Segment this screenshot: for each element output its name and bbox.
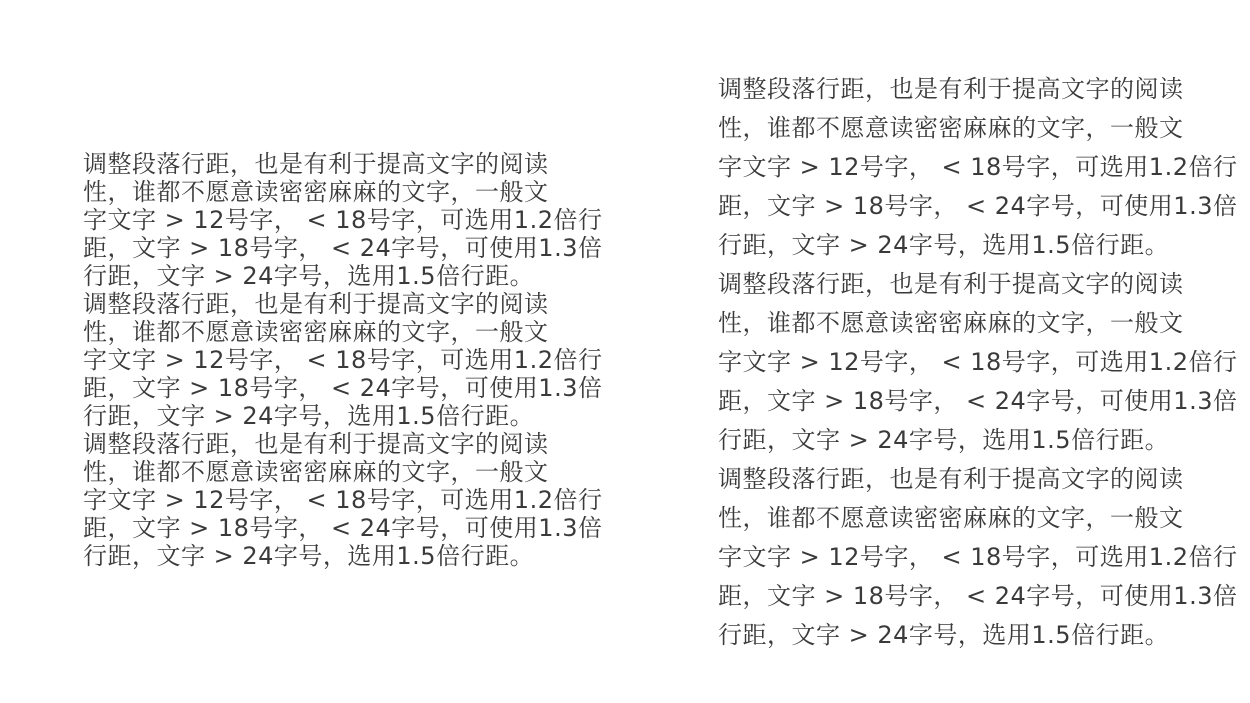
text-line: 字文字 > 12号字， < 18号字，可选用1.2倍行 xyxy=(83,206,603,234)
text-line: 行距，文字 > 24字号，选用1.5倍行距。 xyxy=(83,542,535,570)
paragraph xyxy=(718,265,1238,460)
text-line: 调整段落行距，也是有利于提高文字的阅读 xyxy=(83,150,549,178)
text-line: 行距，文字 > 24字号，选用1.5倍行距。 xyxy=(718,231,1170,259)
text-line: 行距，文字 > 24字号，选用1.5倍行距。 xyxy=(718,426,1170,454)
paragraph xyxy=(718,70,1238,265)
text-line: 字文字 > 12号字， < 18号字，可选用1.2倍行 xyxy=(83,346,603,374)
text-line: 距，文字 > 18号字， < 24字号，可使用1.3倍 xyxy=(718,387,1238,415)
paragraph xyxy=(718,460,1238,655)
text-line: 性，谁都不愿意读密密麻麻的文字，一般文 xyxy=(718,504,1184,532)
text-line: 性，谁都不愿意读密密麻麻的文字，一般文 xyxy=(718,114,1184,142)
paragraph xyxy=(83,150,603,290)
text-column-tight-spacing xyxy=(83,150,603,570)
text-line: 字文字 > 12号字， < 18号字，可选用1.2倍行 xyxy=(718,348,1238,376)
paragraph xyxy=(83,430,603,570)
text-line: 距，文字 > 18号字， < 24字号，可使用1.3倍 xyxy=(83,234,603,262)
text-line: 行距，文字 > 24字号，选用1.5倍行距。 xyxy=(718,621,1170,649)
text-line: 行距，文字 > 24字号，选用1.5倍行距。 xyxy=(83,262,535,290)
text-line: 性，谁都不愿意读密密麻麻的文字，一般文 xyxy=(83,318,549,346)
text-line: 距，文字 > 18号字， < 24字号，可使用1.3倍 xyxy=(718,192,1238,220)
text-line: 行距，文字 > 24字号，选用1.5倍行距。 xyxy=(83,402,535,430)
text-line: 距，文字 > 18号字， < 24字号，可使用1.3倍 xyxy=(718,582,1238,610)
text-line: 调整段落行距，也是有利于提高文字的阅读 xyxy=(718,465,1184,493)
text-line: 调整段落行距，也是有利于提高文字的阅读 xyxy=(718,270,1184,298)
text-line: 性，谁都不愿意读密密麻麻的文字，一般文 xyxy=(718,309,1184,337)
text-line: 性，谁都不愿意读密密麻麻的文字，一般文 xyxy=(83,178,549,206)
text-column-loose-spacing xyxy=(718,70,1238,655)
text-line: 性，谁都不愿意读密密麻麻的文字，一般文 xyxy=(83,458,549,486)
text-line: 距，文字 > 18号字， < 24字号，可使用1.3倍 xyxy=(83,514,603,542)
text-line: 字文字 > 12号字， < 18号字，可选用1.2倍行 xyxy=(718,543,1238,571)
paragraph xyxy=(83,290,603,430)
text-line: 字文字 > 12号字， < 18号字，可选用1.2倍行 xyxy=(83,486,603,514)
text-line: 字文字 > 12号字， < 18号字，可选用1.2倍行 xyxy=(718,153,1238,181)
text-line: 距，文字 > 18号字， < 24字号，可使用1.3倍 xyxy=(83,374,603,402)
text-line: 调整段落行距，也是有利于提高文字的阅读 xyxy=(83,430,549,458)
text-line: 调整段落行距，也是有利于提高文字的阅读 xyxy=(83,290,549,318)
text-line: 调整段落行距，也是有利于提高文字的阅读 xyxy=(718,75,1184,103)
